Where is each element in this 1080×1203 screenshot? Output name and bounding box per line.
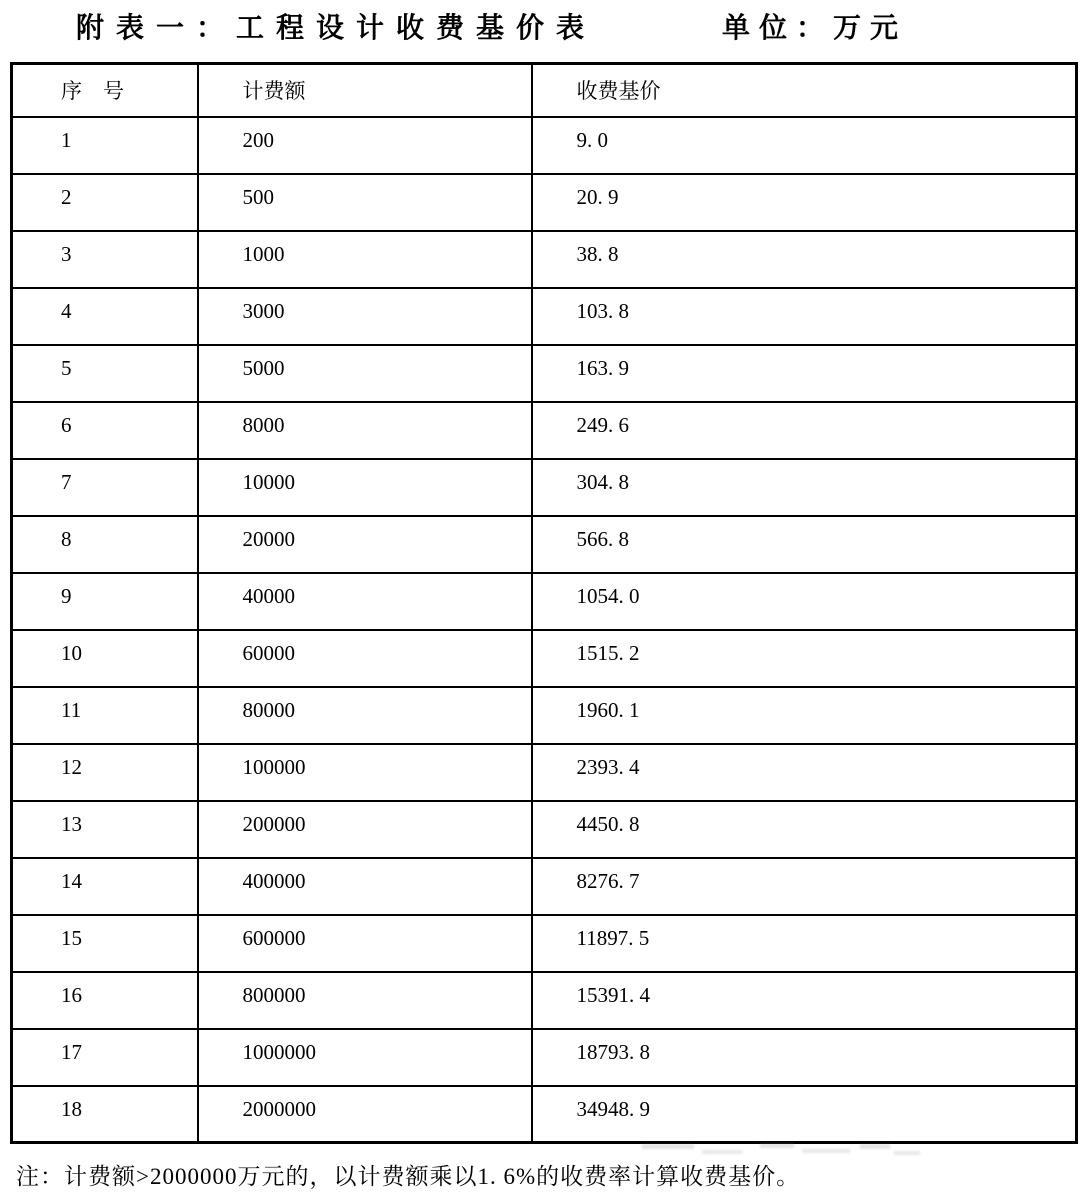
cell-price: 163. 9 [532, 345, 1077, 402]
cell-seq: 12 [12, 744, 198, 801]
cell-price: 2393. 4 [532, 744, 1077, 801]
table-row [12, 972, 1077, 1029]
cell-amount: 60000 [198, 630, 532, 687]
cell-price: 304. 8 [532, 459, 1077, 516]
cell-seq: 3 [12, 231, 198, 288]
cell-seq: 6 [12, 402, 198, 459]
table-row [12, 801, 1077, 858]
table-row [12, 1029, 1077, 1086]
table-row [12, 174, 1077, 231]
cell-amount: 3000 [198, 288, 532, 345]
cell-amount: 200 [198, 117, 532, 174]
cell-price: 566. 8 [532, 516, 1077, 573]
table-row [12, 573, 1077, 630]
cell-seq: 4 [12, 288, 198, 345]
cell-amount: 200000 [198, 801, 532, 858]
fee-base-price-table [10, 62, 1078, 1144]
column-header-price: 收费基价 [532, 64, 1077, 117]
table-row [12, 345, 1077, 402]
cell-price: 38. 8 [532, 231, 1077, 288]
cell-price: 11897. 5 [532, 915, 1077, 972]
column-header-seq: 序 号 [12, 64, 198, 117]
cell-price: 18793. 8 [532, 1029, 1077, 1086]
cell-price: 1515. 2 [532, 630, 1077, 687]
unit-label: 单位：万元 [722, 13, 908, 44]
table-row [12, 231, 1077, 288]
table-row [12, 687, 1077, 744]
cell-amount: 400000 [198, 858, 532, 915]
cell-price: 4450. 8 [532, 801, 1077, 858]
table-row [12, 402, 1077, 459]
cell-seq: 1 [12, 117, 198, 174]
table-row [12, 117, 1077, 174]
cell-price: 34948. 9 [532, 1086, 1077, 1143]
table-row [12, 744, 1077, 801]
cell-seq: 16 [12, 972, 198, 1029]
column-header-amount: 计费额 [198, 64, 532, 117]
cell-seq: 8 [12, 516, 198, 573]
cell-amount: 2000000 [198, 1086, 532, 1143]
cell-seq: 13 [12, 801, 198, 858]
cell-amount: 80000 [198, 687, 532, 744]
cell-seq: 10 [12, 630, 198, 687]
cell-amount: 20000 [198, 516, 532, 573]
page-title: 附表一：工程设计收费基价表 [76, 13, 597, 44]
cell-seq: 17 [12, 1029, 198, 1086]
cell-amount: 8000 [198, 402, 532, 459]
table-row [12, 858, 1077, 915]
cell-seq: 18 [12, 1086, 198, 1143]
cell-seq: 15 [12, 915, 198, 972]
cell-amount: 800000 [198, 972, 532, 1029]
cell-amount: 1000000 [198, 1029, 532, 1086]
cell-amount: 10000 [198, 459, 532, 516]
cell-amount: 1000 [198, 231, 532, 288]
table-row [12, 1086, 1077, 1143]
footnote-text: 注：计费额>2000000万元的，以计费额乘以1. 6%的收费率计算收费基价。 [16, 1164, 801, 1189]
cell-price: 103. 8 [532, 288, 1077, 345]
cell-seq: 5 [12, 345, 198, 402]
cell-price: 20. 9 [532, 174, 1077, 231]
cell-seq: 2 [12, 174, 198, 231]
cell-seq: 9 [12, 573, 198, 630]
cell-seq: 14 [12, 858, 198, 915]
cell-price: 249. 6 [532, 402, 1077, 459]
cell-amount: 40000 [198, 573, 532, 630]
cell-amount: 500 [198, 174, 532, 231]
cell-price: 1960. 1 [532, 687, 1077, 744]
cell-seq: 11 [12, 687, 198, 744]
cell-price: 15391. 4 [532, 972, 1077, 1029]
cell-price: 1054. 0 [532, 573, 1077, 630]
cell-price: 9. 0 [532, 117, 1077, 174]
cell-amount: 100000 [198, 744, 532, 801]
cell-amount: 5000 [198, 345, 532, 402]
table-row [12, 288, 1077, 345]
table-row [12, 516, 1077, 573]
table-row [12, 915, 1077, 972]
table-header-row [12, 64, 1077, 117]
cell-amount: 600000 [198, 915, 532, 972]
table-row [12, 459, 1077, 516]
cell-seq: 7 [12, 459, 198, 516]
cell-price: 8276. 7 [532, 858, 1077, 915]
table-row [12, 630, 1077, 687]
